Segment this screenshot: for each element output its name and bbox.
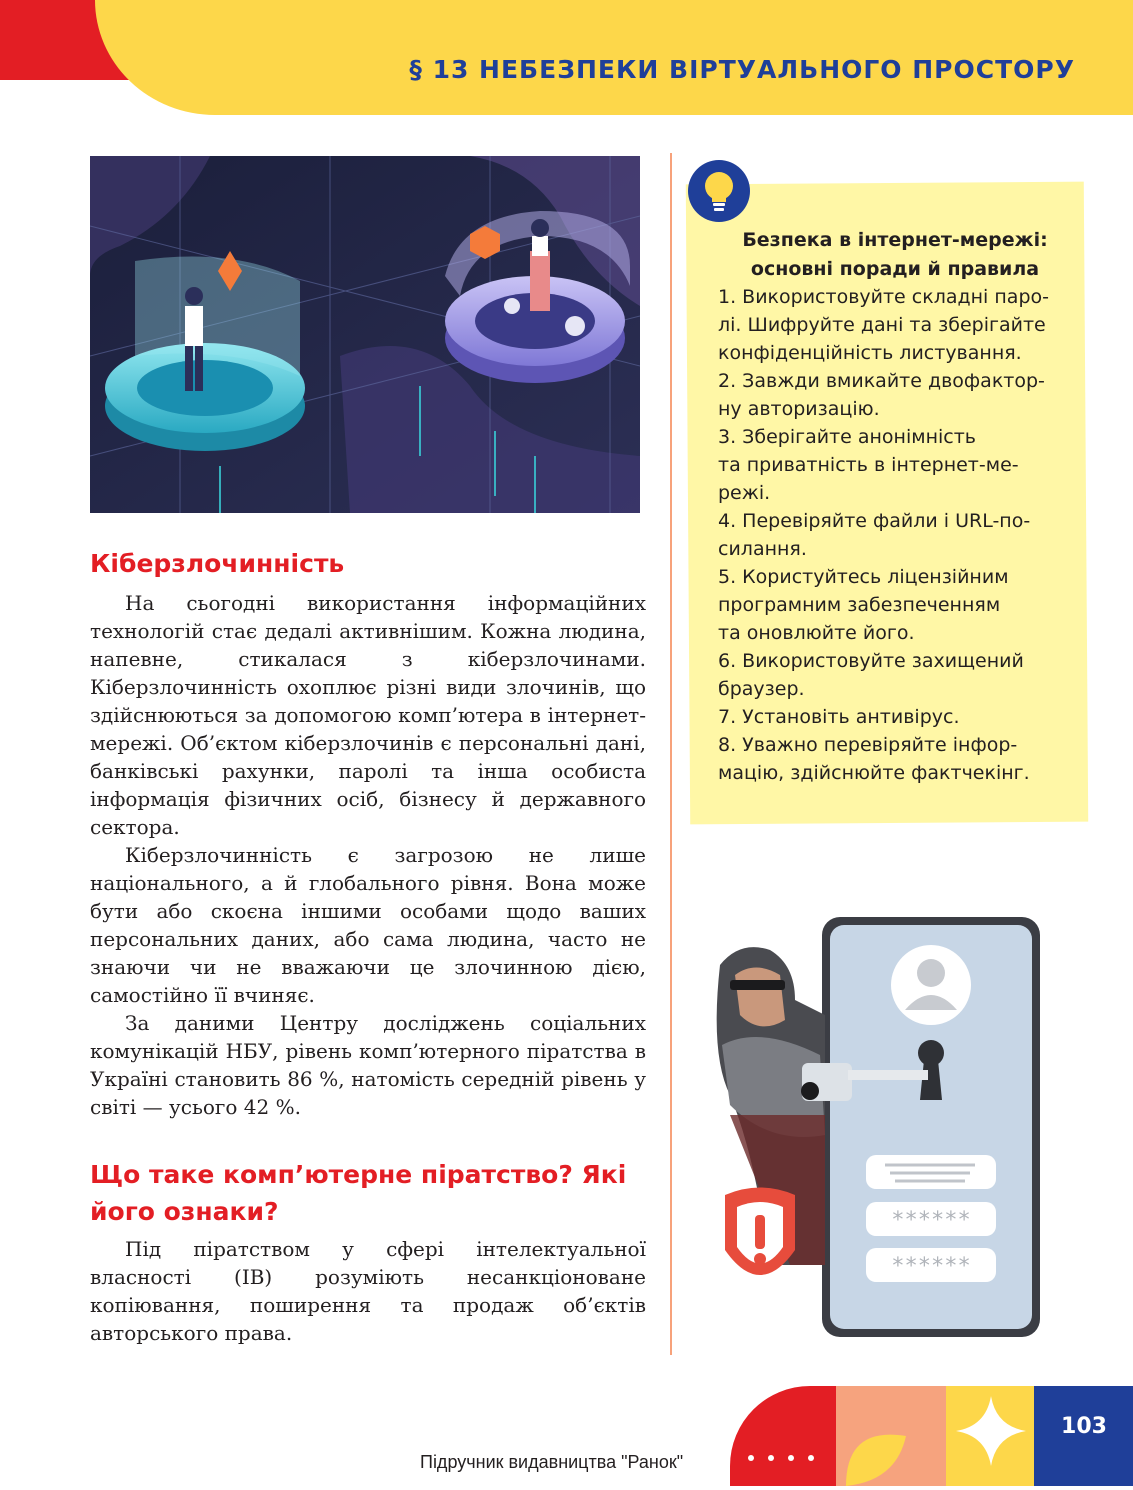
- tip-line: 4. Перевіряйте файли і URL-по-: [718, 510, 1031, 532]
- section-title: § 13 НЕБЕЗПЕКИ ВІРТУАЛЬНОГО ПРОСТОРУ: [409, 55, 1075, 84]
- cybercrime-heading: Кіберзлочинність: [90, 549, 345, 578]
- tip-line: браузер.: [718, 678, 805, 700]
- tip-line: режі.: [718, 482, 771, 504]
- tip-line: та приватність в інтернет-ме-: [718, 454, 1019, 476]
- paragraph: За даними Центру досліджень соціальних комунікацій НБУ, рівень комп’ютерного піратства в Україні становить 86 %, натомість середній рівень у світі — усього 42 %.: [90, 1011, 646, 1119]
- dot-icon: [808, 1455, 814, 1461]
- footer-decor-red: [730, 1386, 840, 1486]
- cyberspace-illustration: [90, 156, 640, 513]
- tip-line: 5. Користуйтесь ліцензійним: [718, 566, 1009, 588]
- tips-title: [700, 226, 1090, 284]
- tips-title-line: Безпека в інтернет-мережі:: [742, 229, 1048, 251]
- footer-decor-yellow: [946, 1386, 1036, 1486]
- tip-line: силання.: [718, 538, 807, 560]
- password-mask: ******: [891, 1254, 971, 1279]
- tips-list: [718, 283, 1058, 787]
- paragraph: Під піратством у сфері інтелектуальної власності (ІВ) розуміють несанкціоноване копіювання, поширення та продаж об’єктів авторського права.: [90, 1237, 646, 1345]
- tip-line: та оновлюйте його.: [718, 622, 915, 644]
- piracy-body: [90, 1235, 646, 1347]
- piracy-heading: Що таке комп’ютерне піратство? Які його ознаки?: [90, 1160, 627, 1226]
- tip-line: ну авторизацію.: [718, 398, 880, 420]
- tip-line: конфіденційність листування.: [718, 342, 1022, 364]
- cybercrime-body: [90, 589, 646, 1121]
- column-divider: [670, 153, 672, 1355]
- paragraph: Кіберзлочинність є загрозою не лише національного, а й глобального рівня. Вона може бути або скоєна іншими особами щодо ваших персональних даних, або сама людина, часто не знаючи чи не вважаючи це злочинною дією, самостійно її вчиняє.: [90, 843, 646, 1007]
- tip-line: 1. Використовуйте складні паро-: [718, 286, 1049, 308]
- tip-line: 2. Завжди вмикайте двофактор-: [718, 370, 1045, 392]
- lightbulb-icon: [688, 160, 750, 222]
- password-mask: ******: [891, 1208, 971, 1233]
- footer-decor-pink: [836, 1386, 946, 1486]
- tips-title-line: основні поради й правила: [750, 258, 1040, 280]
- dot-icon: [748, 1455, 754, 1461]
- paragraph: На сьогодні використання інформаційних технологій стає дедалі активнішим. Кожна людина, напевне, стикалася з кіберзлочинами. Кіберзлочинність охоплює різні види злочинів, що здійснюються за допомогою комп’ютера в інтернет-мережі. Об’єктом кіберзлочинів є персональні дані, банківські рахунки, паролі та інша особиста інформація фізичних осіб, бізнесу й державного сектора.: [90, 591, 646, 839]
- tip-line: 8. Уважно перевіряйте інфор-: [718, 734, 1018, 756]
- tip-line: 3. Зберігайте анонімність: [718, 426, 977, 448]
- tip-line: 6. Використовуйте захищений: [718, 650, 1024, 672]
- dot-icon: [768, 1455, 774, 1461]
- tip-line: 7. Установіть антивірус.: [718, 706, 960, 728]
- hacker-phone-illustration: [700, 905, 1060, 1350]
- tip-line: лі. Шифруйте дані та зберігайте: [718, 314, 1046, 336]
- sparkle-icon: [956, 1396, 1026, 1466]
- publisher-label: Підручник видавництва "Ранок": [420, 1452, 684, 1472]
- dot-icon: [788, 1455, 794, 1461]
- tip-line: програмним забезпеченням: [718, 594, 1001, 616]
- page-number: 103: [1061, 1414, 1107, 1439]
- tip-line: мацію, здійснюйте фактчекінг.: [718, 762, 1030, 784]
